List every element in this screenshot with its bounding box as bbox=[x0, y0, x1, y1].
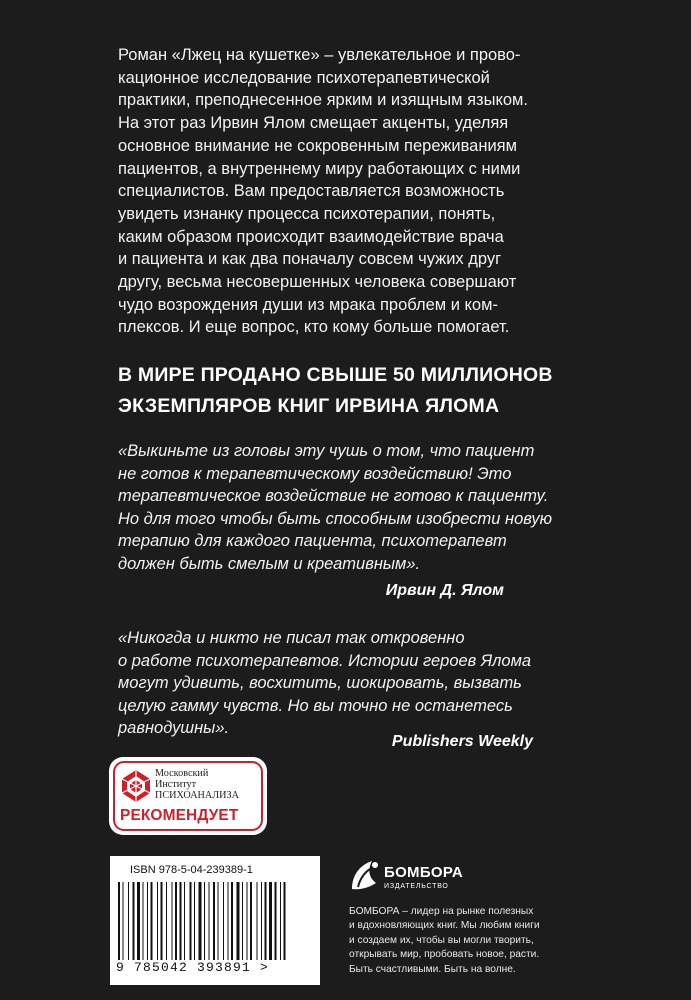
quote-line: «Никогда и никто не писал так откровенно bbox=[118, 629, 465, 647]
description-line: Роман «Лжец на кушетке» – увлекательное и прово- bbox=[118, 46, 521, 64]
ean-digits: 9 785042 393891 > bbox=[116, 960, 270, 975]
recommends-label: РЕКОМЕНДУЕТ bbox=[120, 807, 239, 824]
quote-line: могут удивить, восхитить, шокировать, вызвать bbox=[118, 674, 522, 693]
book-description bbox=[118, 44, 588, 339]
quote-line: должен быть смелым и креативным». bbox=[118, 554, 421, 573]
institute-name-line: Московский bbox=[155, 768, 209, 779]
description-line: кационное исследование психотерапевтической bbox=[118, 68, 490, 87]
quote-line: «Выкиньте из головы эту чушь о том, что пациент bbox=[118, 442, 535, 460]
publisher-subtitle: ИЗДАТЕЛЬСТВО bbox=[384, 883, 449, 890]
headline-line: В МИРЕ ПРОДАНО СВЫШЕ 50 МИЛЛИОНОВ bbox=[118, 364, 553, 386]
description-line: На этот раз Ирвин Ялом смещает акценты, уделяя bbox=[118, 114, 509, 133]
quote-line: Но для того чтобы быть способным изобрести новую bbox=[118, 509, 553, 528]
description-line: специалистов. Вам предоставляется возможность bbox=[118, 182, 505, 201]
description-line: чудо возрождения души из мрака проблем и ком- bbox=[118, 295, 498, 314]
description-line: другу, весьма несовершенных человека совершают bbox=[118, 273, 517, 292]
description-line: практики, преподнесенное ярким и изящным языком. bbox=[118, 91, 528, 110]
institute-name-line: Институт bbox=[155, 779, 197, 790]
publisher-name: БОМБОРА bbox=[384, 864, 464, 881]
quote-line: не готов к терапевтическому воздействию! Это bbox=[118, 464, 512, 483]
recommendation-badge bbox=[109, 757, 267, 835]
barcode-icon bbox=[118, 882, 314, 960]
quote-line: терапию для каждого пациента, психотерапевт bbox=[118, 532, 507, 551]
quote-attribution: Ирвин Д. Ялом bbox=[385, 582, 504, 599]
quote-line: о работе психотерапевтов. Истории героев Ялома bbox=[118, 651, 532, 670]
badge-frame bbox=[113, 761, 263, 831]
author-quote bbox=[118, 440, 588, 576]
publisher-description-line: Быть счастливыми. Быть на волне. bbox=[349, 963, 516, 975]
quote-line: равнодушны». bbox=[118, 719, 230, 738]
publisher-description-line: открывать мир, пробовать новое, расти. bbox=[349, 949, 540, 961]
isbn-number: ISBN 978-5-04-239389-1 bbox=[130, 864, 253, 876]
quote-line: терапевтическое воздействие не готово к пациенту. bbox=[118, 487, 549, 506]
institute-name bbox=[155, 768, 239, 801]
publisher-description-line: и создаем их, чтобы вы могли творить, bbox=[349, 934, 534, 946]
bombora-logo-icon bbox=[348, 857, 382, 893]
description-line: увидеть изнанку процесса психотерапии, понять, bbox=[118, 204, 496, 223]
publisher-description-line: и вдохновляющих книг. Мы любим книги bbox=[349, 920, 540, 932]
description-line: каким образом происходит взаимодействие врача bbox=[118, 227, 504, 246]
headline-line: ЭКЗЕМПЛЯРОВ КНИГ ИРВИНА ЯЛОМА bbox=[118, 395, 500, 417]
review-attribution: Publishers Weekly bbox=[391, 733, 533, 750]
institute-logo-icon bbox=[121, 769, 151, 803]
review-quote bbox=[118, 627, 588, 740]
description-line: и пациента и как два поначалу совсем чужих друг bbox=[118, 250, 502, 269]
description-line: плексов. И еще вопрос, кто кому больше помогает. bbox=[118, 318, 510, 337]
publisher-description-line: БОМБОРА – лидер на рынке полезных bbox=[349, 906, 534, 917]
isbn-barcode bbox=[110, 856, 320, 985]
institute-name-line: ПСИХОАНАЛИЗА bbox=[155, 790, 239, 801]
description-line: пациентов, а внутреннему миру работающих с ними bbox=[118, 159, 521, 178]
sales-headline bbox=[118, 360, 618, 422]
description-line: основное внимание не сокровенным переживаниям bbox=[118, 136, 517, 155]
publisher-description bbox=[349, 905, 589, 977]
quote-line: целую гамму чувств. Но вы точно не останетесь bbox=[118, 696, 513, 715]
